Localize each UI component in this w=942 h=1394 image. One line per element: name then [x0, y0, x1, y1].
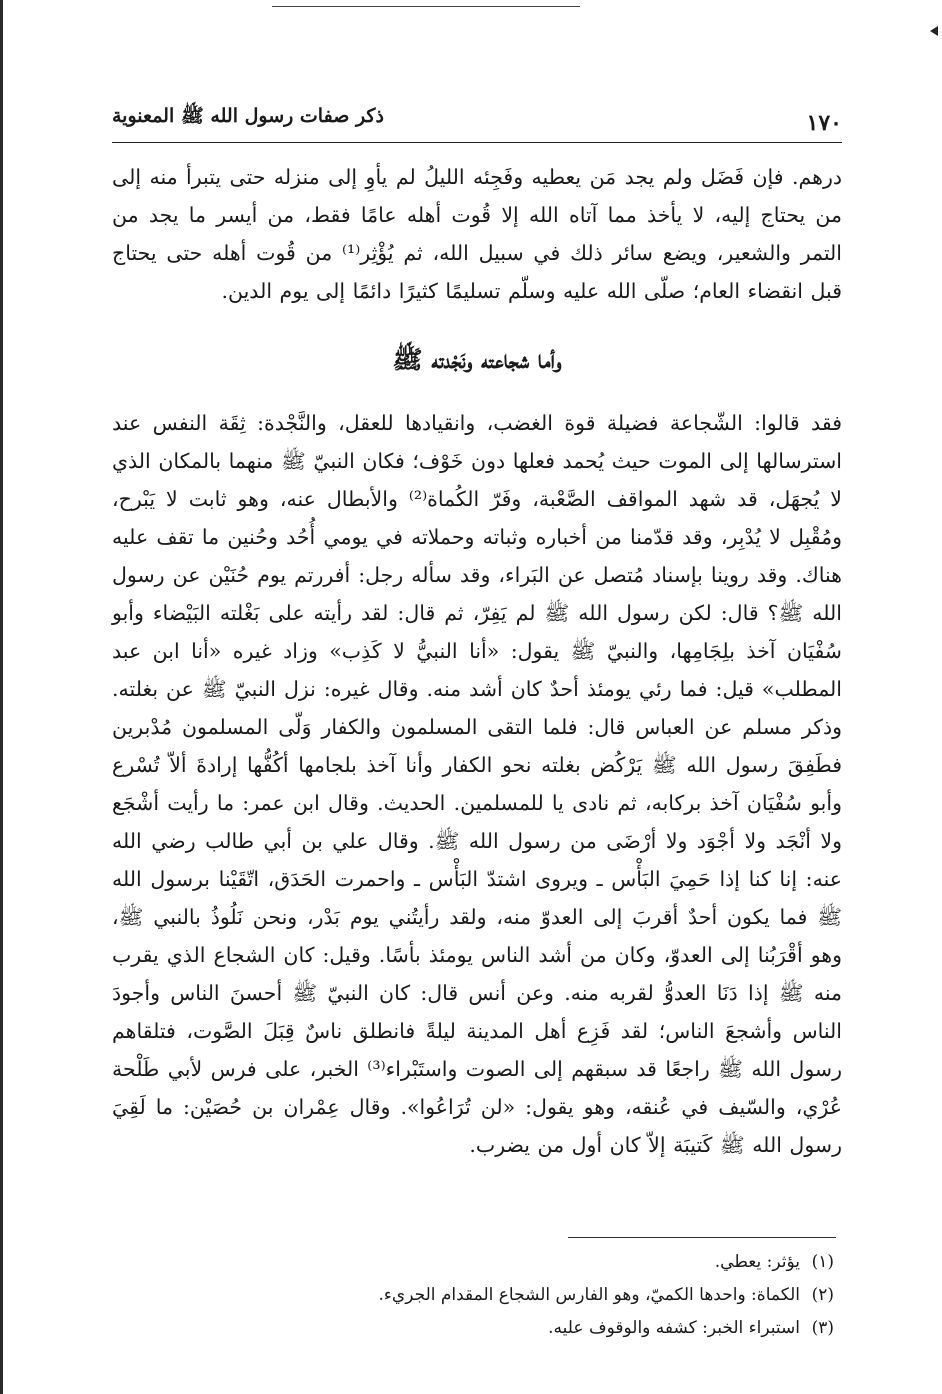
footnote-item [112, 1246, 834, 1279]
section-heading: وأما شجاعته ونَجْدته ﷺ [392, 345, 562, 374]
footnote-marker: (١) [811, 1252, 834, 1272]
main-paragraph: فقد قالوا: الشّجاعة فضيلة قوة الغضب، وانقيادها للعقل، والنَّجْدة: ثِقَة النفس عند استرسالها إلى الموت حيث يُحمد فعلها دون خَوْف؛ فكان النبيّ ﷺ منهما بالمكان الذي لا يُجهَل، قد شهد المواقف الصَّعْبة، وفَرّ الكُماة⁽²⁾ والأبطال عنه، وهو ثابت لا يَبْرح، ومُقْبِل لا يُدْبِر، وقد قدّمنا من أخباره وثباته وحملاته في يومي أُحُد وحُنين ما تقف عليه هناك. وقد روينا بإسناد مُتصل عن البَراء، وقد سأله رجل: أفررتم يوم حُنَيْن عن رسول الله ﷺ؟ قال: لكن رسول الله ﷺ لم يَفِرّ، ثم قال: لقد رأيته على بَغْلته البَيْضاء وأبو سُفْيَان آخذ بلِجَامِها، والنبيّ ﷺ يقول: «أنا النبيُّ لا كَذِب» وزاد غيره «أنا ابن عبد المطلب» قيل: فما رئي يومئذ أحدٌ كان أشد منه. وقال غيره: نزل النبيّ ﷺ عن بغلته. وذكر مسلم عن العباس قال: فلما التقى المسلمون والكفار وَلّى المسلمون مُدْبرين فطَفِقَ رسول الله ﷺ يَرْكُض بغلته نحو الكفار وأنا آخذ بلجامها أكُفُّها إرادةَ ألاّ تُسْرع وأبو سُفْيَان آخذ بركابه، ثم نادى يا للمسلمين. الحديث. وقال ابن عمر: ما رأيت أشْجَع ولا أنْجَد ولا أجْوَد ولا أرْضَى من رسول الله ﷺ. وقال علي بن أبي طالب رضي الله عنه: إنا كنا إذا حَمِيَ البَأْس ـ ويروى اشتدّ البَأْس ـ واحمرت الحَدَق، اتّقَيْنا برسول الله ﷺ فما يكون أحدٌ أقربَ إلى العدوّ منه، ولقد رأيتُني يوم بَدْر، ونحن نَلُوذُ بالنبي ﷺ، وهو أقْرَبُنا إلى العدوّ، وكان من أشد الناس يومئذ بأسًا. وقيل: كان الشجاع الذي يقرب منه ﷺ إذا دَنَا العدوُّ لقربه منه. وعن أنس قال: كان النبيّ ﷺ أحسنَ الناس وأجودَ الناس وأشجعَ الناس؛ لقد فَزِع أهل المدينة ليلةً فانطلق ناسٌ قِبَلَ الصَّوت، فتلقاهم رسول الله ﷺ راجعًا قد سبقهم إلى الصوت واستَبْراء⁽³⁾ الخبر، على فرس لأبي طَلْحة عُرْي، والسّيف في عُنقه، وهو يقول: «لن تُرَاعُوا». وقال عِمْران بن حُصَيْن: ما لَقِيَ رسول الله ﷺ كَتيبَة إلاّ كان أول من يضرب. [112, 411, 842, 1157]
page-number: ١٧٠ [806, 110, 842, 136]
footnote-marker: (٢) [811, 1285, 834, 1305]
footnotes [112, 1246, 834, 1345]
footnote-item [112, 1279, 834, 1312]
page-header [112, 96, 842, 143]
scan-top-rule [272, 6, 580, 7]
footnote-item [112, 1312, 834, 1345]
opening-paragraph: درهم. فإن فَضَل ولم يجد مَن يعطيه وفَجِئه الليلُ لم يأوِ إلى منزله حتى يتبرأ منه إلى من يحتاج إليه، لا يأخذ مما آتاه الله إلا قُوت أهله عامًا فقط، من أيسر ما يجد من التمر والشعير، ويضع سائر ذلك في سبيل الله، ثم يُؤْثِر⁽¹⁾ من قُوت أهله حتى يحتاج قبل انقضاء العام؛ صلّى الله عليه وسلّم تسليمًا كثيرًا دائمًا إلى يوم الدين. [112, 165, 842, 303]
footnote-text: الكماة: واحدها الكميّ، وهو الفارس الشجاع المقدام الجريء. [378, 1285, 800, 1305]
page-edge-shadow [0, 0, 3, 1394]
footnote-text: استبراء الخبر: كشفه والوقوف عليه. [548, 1318, 800, 1338]
scan-corner-mark [930, 26, 938, 36]
page-body [112, 158, 842, 1164]
footnote-marker: (٣) [811, 1318, 834, 1338]
footnote-separator [568, 1237, 836, 1238]
running-title: ذكر صفات رسول الله ﷺ المعنوية [112, 105, 384, 127]
footnote-text: يؤثر: يعطي. [714, 1252, 800, 1272]
